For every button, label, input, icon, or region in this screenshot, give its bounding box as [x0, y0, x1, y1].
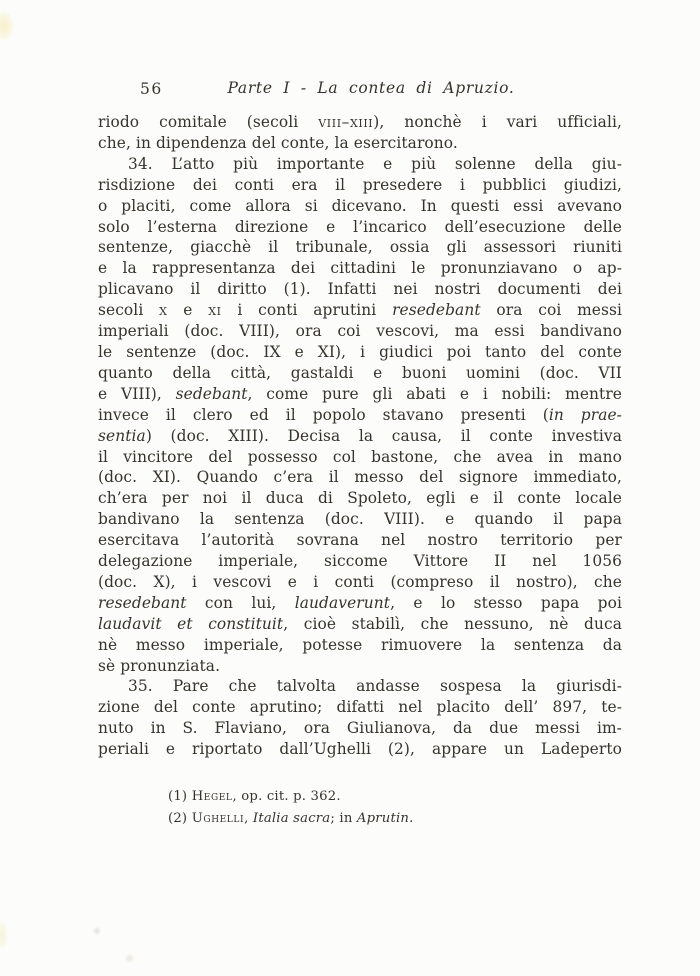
- text-segment: Italia sacra: [252, 810, 331, 826]
- text-segment: i conti aprutini: [221, 301, 393, 320]
- body-line: [98, 718, 622, 739]
- text-segment: 34. L’atto più importante e più solenne della giu-: [128, 154, 622, 173]
- body-line: [98, 635, 622, 656]
- text-segment: (1): [168, 789, 192, 804]
- text-segment: o placiti, come allora si dicevano. In questi essi avevano: [98, 196, 622, 215]
- scan-stain: [0, 922, 7, 948]
- text-segment: ), nonchè i vari ufficiali,: [373, 113, 622, 131]
- body-line: [98, 739, 622, 760]
- body-line: [98, 133, 622, 154]
- body-line: [98, 196, 622, 217]
- body-line: [98, 551, 622, 572]
- page-header: [98, 79, 622, 99]
- body-line: [98, 509, 622, 530]
- text-segment: ora coi messi: [480, 301, 622, 320]
- text-segment: Aprutin.: [356, 810, 414, 826]
- body-line: [98, 384, 622, 405]
- text-segment: (2): [168, 810, 192, 826]
- body-line: [98, 656, 622, 677]
- text-segment: e: [167, 301, 209, 320]
- body-line: [98, 572, 622, 593]
- text-segment: sentia: [98, 426, 146, 445]
- body-line: [98, 488, 622, 509]
- text-segment: laudaverunt: [294, 593, 391, 612]
- body-line: [98, 676, 622, 697]
- text-segment: delegazione imperiale, siccome Vittore II nel 1056: [98, 552, 622, 571]
- body-line: [98, 426, 622, 447]
- scan-stain: [0, 12, 13, 40]
- text-segment: Hegel: [191, 789, 233, 804]
- text-segment: e VIII),: [98, 384, 176, 403]
- text-segment: , op. cit. p. 362.: [232, 789, 341, 804]
- text-segment: , come pure gli abati e i nobili: mentre: [247, 384, 622, 403]
- text-segment: laudavit et constituit: [98, 614, 284, 633]
- text-segment: risdizione dei conti era il presedere i pubblici giudizi,: [98, 175, 622, 194]
- text-segment: nuto in S. Flaviano, ora Giulianova, da due messi im-: [98, 719, 622, 738]
- text-segment: resedebant: [392, 301, 481, 320]
- body-text: [98, 112, 622, 760]
- body-line: [98, 363, 622, 384]
- body-line: [98, 112, 622, 133]
- scan-stain: [126, 955, 133, 962]
- text-segment: 35. Pare che talvolta andasse sospesa la giurisdi-: [128, 677, 622, 696]
- body-line: [98, 405, 622, 426]
- body-line: [98, 237, 622, 258]
- text-segment: sentenze, giacchè il tribunale, ossia gli assessori riuniti: [98, 238, 622, 257]
- text-segment: invece il clero ed il popolo stavano presenti (: [98, 405, 549, 424]
- text-segment: ) (doc. XIII). Decisa la causa, il conte investiva: [145, 426, 622, 445]
- text-segment: e la rappresentanza dei cittadini le pronunziavano o ap-: [98, 259, 622, 278]
- text-segment: (doc. X), i vescovi e i conti (compreso il nostro), che: [98, 572, 622, 591]
- text-segment: Ughelli: [191, 810, 245, 826]
- body-line: [98, 530, 622, 551]
- text-segment: esercitava l’autorità sovrana nel nostro territorio per: [98, 531, 622, 550]
- text-segment: solo l’esterna direzione e l’incarico dell’esecuzione delle: [98, 217, 622, 236]
- text-segment: periali e riportato dall’Ughelli (2), appare un Ladeperto: [98, 740, 622, 759]
- text-segment: viii–xiii: [318, 113, 374, 131]
- text-segment: zione del conte aprutino; difatti nel placito dell’ 897, te-: [98, 698, 622, 717]
- body-line: [98, 593, 622, 614]
- body-line: [98, 300, 622, 321]
- text-segment: ; in: [330, 810, 357, 826]
- text-segment: xi: [208, 301, 222, 320]
- text-segment: quanto della città, gastaldi e buoni uomini (doc. VII: [98, 363, 622, 382]
- body-line: [98, 258, 622, 279]
- text-segment: (doc. XI). Quando c’era il messo del signore immediato,: [98, 468, 622, 487]
- text-segment: le sentenze (doc. IX e XI), i giudici poi tanto del conte: [98, 342, 622, 361]
- body-line: [98, 697, 622, 718]
- text-segment: ,: [244, 810, 253, 826]
- body-line: [98, 175, 622, 196]
- body-line: [98, 467, 622, 488]
- body-line: [98, 447, 622, 468]
- text-segment: bandivano la sentenza (doc. VIII). e quando il papa: [98, 510, 622, 529]
- text-segment: con lui,: [186, 593, 295, 612]
- text-segment: resedebant: [98, 593, 187, 612]
- text-segment: , e lo stesso papa poi: [390, 593, 623, 612]
- text-segment: sè pronunziata.: [98, 656, 221, 675]
- text-segment: plicavano il diritto (1). Infatti nei nostri documenti dei: [98, 280, 622, 299]
- text-segment: il vincitore del possesso col bastone, che avea in mano: [98, 447, 622, 466]
- text-segment: ch’era per noi il duca di Spoleto, egli e il conte locale: [98, 489, 622, 508]
- text-segment: sedebant: [175, 384, 248, 403]
- scan-stain: [94, 928, 100, 934]
- page-number: 56: [140, 80, 163, 98]
- text-segment: in prae-: [548, 405, 622, 424]
- text-segment: , cioè stabilì, che nessuno, nè duca: [283, 614, 622, 633]
- footnotes: [168, 786, 622, 829]
- text-segment: x: [159, 301, 168, 320]
- text-segment: che, in dipendenza del conte, la esercitarono.: [98, 133, 458, 152]
- footnote-line: [168, 786, 622, 808]
- text-segment: imperiali (doc. VIII), ora coi vescovi, ma essi bandivano: [98, 322, 622, 341]
- text-segment: secoli: [98, 301, 160, 320]
- body-line: [98, 279, 622, 300]
- body-line: [98, 321, 622, 342]
- running-title: Parte I - La contea di Apruzio.: [227, 79, 515, 97]
- text-segment: riodo comitale (secoli: [98, 113, 319, 131]
- body-line: [98, 342, 622, 363]
- body-line: [98, 614, 622, 635]
- body-line: [98, 217, 622, 238]
- body-line: [98, 154, 622, 175]
- text-segment: nè messo imperiale, potesse rimuovere la sentenza da: [98, 635, 622, 654]
- footnote-line: [168, 808, 622, 830]
